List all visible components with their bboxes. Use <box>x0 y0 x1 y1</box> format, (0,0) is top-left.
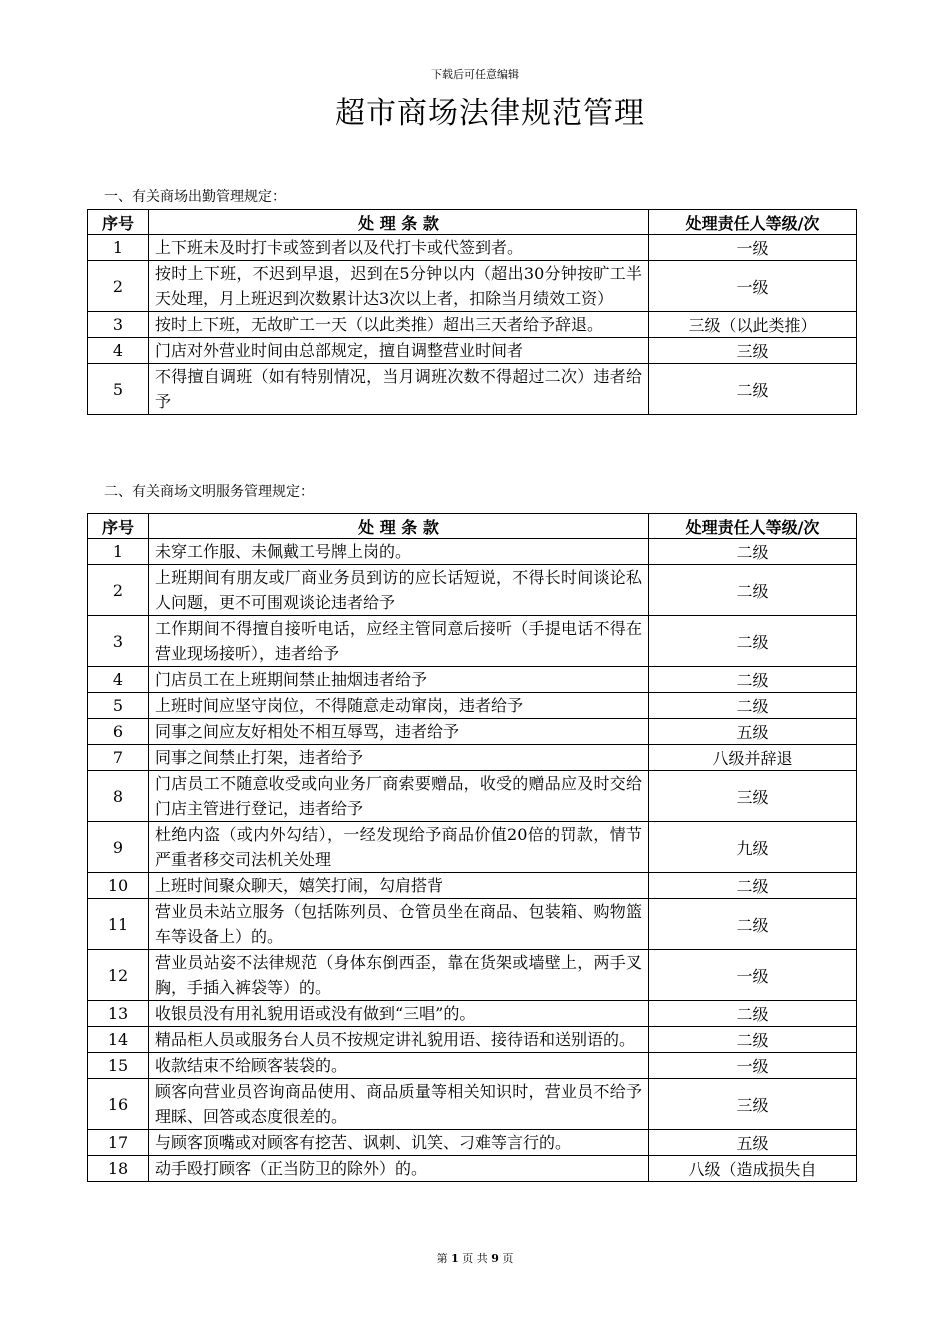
row-clause: 精品柜人员或服务台人员不按规定讲礼貌用语、接待语和送别语的。 <box>149 1027 649 1053</box>
row-level: 八级（造成损失自 <box>649 1156 857 1182</box>
row-number: 13 <box>88 1001 149 1027</box>
row-level: 五级 <box>649 719 857 745</box>
row-level: 二级 <box>649 565 857 616</box>
row-clause: 上下班未及时打卡或签到者以及代打卡或代签到者。 <box>149 235 649 261</box>
row-clause: 营业员未站立服务（包括陈列员、仓管员坐在商品、包装箱、购物篮车等设备上）的。 <box>149 899 649 950</box>
row-number: 3 <box>88 312 149 338</box>
footer-middle: 页 共 <box>462 1252 488 1265</box>
row-clause: 工作期间不得擅自接听电话，应经主管同意后接听（手提电话不得在营业现场接听），违者给予 <box>149 616 649 667</box>
row-clause: 上班时间应坚守岗位，不得随意走动窜岗，违者给予 <box>149 693 649 719</box>
row-clause: 顾客向营业员咨询商品使用、商品质量等相关知识时，营业员不给予理睬、回答或态度很差的。 <box>149 1079 649 1130</box>
table-row <box>88 719 857 745</box>
row-number: 14 <box>88 1027 149 1053</box>
column-header-level: 处理责任人等级/次 <box>649 514 857 539</box>
row-number: 8 <box>88 771 149 822</box>
table-row <box>88 873 857 899</box>
table-row <box>88 1001 857 1027</box>
section-1-heading: 一、有关商场出勤管理规定： <box>104 189 286 205</box>
row-clause: 同事之间应友好相处不相互辱骂，违者给予 <box>149 719 649 745</box>
table-row <box>88 261 857 312</box>
row-clause: 门店员工在上班期间禁止抽烟违者给予 <box>149 667 649 693</box>
row-level: 二级 <box>649 693 857 719</box>
row-level: 三级 <box>649 771 857 822</box>
table-row <box>88 667 857 693</box>
footer-total-pages: 9 <box>491 1252 499 1265</box>
table-row <box>88 312 857 338</box>
row-clause: 杜绝内盗（或内外勾结），一经发现给予商品价值20倍的罚款，情节严重者移交司法机关处理 <box>149 822 649 873</box>
row-level: 二级 <box>649 616 857 667</box>
row-number: 2 <box>88 565 149 616</box>
row-level: 二级 <box>649 1027 857 1053</box>
footer-suffix: 页 <box>502 1252 514 1265</box>
row-clause: 营业员站姿不法律规范（身体东倒西歪，靠在货架或墙壁上，两手叉胸，手插入裤袋等）的。 <box>149 950 649 1001</box>
table-row <box>88 771 857 822</box>
row-clause: 上班期间有朋友或厂商业务员到访的应长话短说，不得长时间谈论私人问题，更不可围观谈论违者给予 <box>149 565 649 616</box>
row-number: 2 <box>88 261 149 312</box>
row-number: 3 <box>88 616 149 667</box>
column-header-clause: 处 理 条 款 <box>149 210 649 235</box>
row-clause: 动手殴打顾客（正当防卫的除外）的。 <box>149 1156 649 1182</box>
row-level: 一级 <box>649 1053 857 1079</box>
row-number: 5 <box>88 693 149 719</box>
row-number: 1 <box>88 539 149 565</box>
table-row <box>88 822 857 873</box>
row-level: 五级 <box>649 1130 857 1156</box>
service-rules-body <box>88 539 857 1182</box>
row-number: 4 <box>88 338 149 364</box>
document-title: 超市商场法律规范管理 <box>335 96 645 131</box>
row-number: 15 <box>88 1053 149 1079</box>
attendance-rules-body <box>88 235 857 415</box>
table-header-row <box>88 210 857 235</box>
table-row <box>88 338 857 364</box>
row-clause: 按时上下班，不迟到早退，迟到在5分钟以内（超出30分钟按旷工半天处理，月上班迟到次数累计达3次以上者，扣除当月绩效工资） <box>149 261 649 312</box>
row-number: 11 <box>88 899 149 950</box>
row-clause: 按时上下班，无故旷工一天（以此类推）超出三天者给予辞退。 <box>149 312 649 338</box>
row-level: 八级并辞退 <box>649 745 857 771</box>
row-clause: 同事之间禁止打架，违者给予 <box>149 745 649 771</box>
table-row <box>88 539 857 565</box>
table-row <box>88 745 857 771</box>
table-row <box>88 1130 857 1156</box>
row-clause: 不得擅自调班（如有特别情况，当月调班次数不得超过二次）违者给予 <box>149 364 649 415</box>
row-level: 一级 <box>649 261 857 312</box>
row-level: 二级 <box>649 364 857 415</box>
table-row <box>88 899 857 950</box>
footer-prefix: 第 <box>436 1252 448 1265</box>
service-rules-table <box>87 513 857 1182</box>
section-2-heading: 二、有关商场文明服务管理规定： <box>104 484 314 500</box>
table-header-row <box>88 514 857 539</box>
row-clause: 门店员工不随意收受或向业务厂商索要赠品，收受的赠品应及时交给门店主管进行登记，违者给予 <box>149 771 649 822</box>
row-level: 三级 <box>649 338 857 364</box>
table-row <box>88 1027 857 1053</box>
table-row <box>88 364 857 415</box>
row-number: 17 <box>88 1130 149 1156</box>
row-number: 18 <box>88 1156 149 1182</box>
table-row <box>88 950 857 1001</box>
row-level: 二级 <box>649 873 857 899</box>
attendance-rules-table <box>87 209 857 415</box>
row-level: 三级（以此类推） <box>649 312 857 338</box>
row-level: 二级 <box>649 1001 857 1027</box>
row-clause: 门店对外营业时间由总部规定，擅自调整营业时间者 <box>149 338 649 364</box>
row-level: 一级 <box>649 950 857 1001</box>
row-number: 12 <box>88 950 149 1001</box>
row-clause: 与顾客顶嘴或对顾客有挖苦、讽刺、讥笑、刁难等言行的。 <box>149 1130 649 1156</box>
row-level: 二级 <box>649 539 857 565</box>
column-header-clause: 处 理 条 款 <box>149 514 649 539</box>
row-clause: 上班时间聚众聊天，嬉笑打闹，勾肩搭背 <box>149 873 649 899</box>
row-clause: 收银员没有用礼貌用语或没有做到“三唱”的。 <box>149 1001 649 1027</box>
row-number: 10 <box>88 873 149 899</box>
column-header-number: 序号 <box>88 210 149 235</box>
header-note: 下载后可任意编辑 <box>431 68 519 81</box>
row-clause: 未穿工作服、未佩戴工号牌上岗的。 <box>149 539 649 565</box>
column-header-level: 处理责任人等级/次 <box>649 210 857 235</box>
table-row <box>88 1053 857 1079</box>
table-row <box>88 565 857 616</box>
table-row <box>88 235 857 261</box>
table-row <box>88 693 857 719</box>
row-level: 二级 <box>649 667 857 693</box>
page-footer <box>0 1250 950 1266</box>
row-number: 7 <box>88 745 149 771</box>
row-level: 二级 <box>649 899 857 950</box>
row-number: 6 <box>88 719 149 745</box>
row-level: 九级 <box>649 822 857 873</box>
row-clause: 收款结束不给顾客装袋的。 <box>149 1053 649 1079</box>
row-level: 三级 <box>649 1079 857 1130</box>
row-number: 16 <box>88 1079 149 1130</box>
row-number: 5 <box>88 364 149 415</box>
column-header-number: 序号 <box>88 514 149 539</box>
row-number: 9 <box>88 822 149 873</box>
row-number: 4 <box>88 667 149 693</box>
table-row <box>88 616 857 667</box>
table-row <box>88 1156 857 1182</box>
footer-page-number: 1 <box>451 1252 459 1265</box>
row-level: 一级 <box>649 235 857 261</box>
table-row <box>88 1079 857 1130</box>
row-number: 1 <box>88 235 149 261</box>
